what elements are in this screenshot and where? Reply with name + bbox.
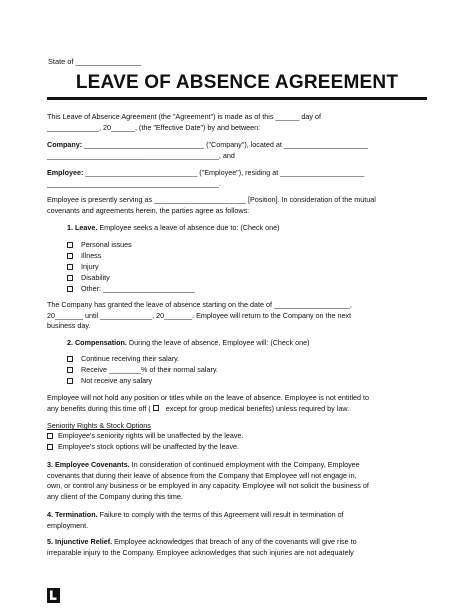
compensation-option-2[interactable] [67,365,218,376]
benefits-line-1: Employee will not hold any position or titles while on the leave of absence. Employee is not entitled to [47,393,370,402]
benefits-post-text: except for group medical benefits) unless required by law. [163,403,350,413]
relief-paragraph [47,537,427,558]
company-line-1[interactable]: ______________________________ ("Company"), located at _____________________ [82,140,368,149]
seniority-option-1[interactable] [47,431,243,442]
termination-heading: 4. Termination. [47,510,98,519]
leave-option-1[interactable] [67,240,132,251]
checkbox-icon[interactable] [153,405,159,411]
covenants-line-1: In consideration of continued employment with the Company, Employee [129,460,360,469]
leave-option-label: Illness [81,251,102,260]
compensation-heading: 2. Compensation. [67,338,127,347]
position-line-1[interactable]: Employee is presently serving as _______________________ [Position]. In consideration of the mutual [47,195,376,204]
employee-line-2[interactable]: ___________________________________________. [47,178,221,188]
benefits-pre-text: any benefits during this time off ( [47,403,151,413]
leave-option-2[interactable] [67,251,101,262]
benefits-line-2 [47,404,427,415]
compensation-option-1[interactable] [67,354,179,365]
checkbox-icon[interactable] [67,367,73,373]
termination-line-1: Failure to comply with the terms of this Agreement will result in termination of [97,510,344,519]
covenants-line-3: own, or control any business or be employed in any capacity. Employee will not solicit the business of [47,481,369,491]
covenants-paragraph [47,460,427,502]
position-line-2: covenants and agreements herein, the parties agree as follows: [47,205,250,215]
checkbox-icon[interactable] [67,275,73,281]
termination-paragraph [47,510,427,531]
checkbox-icon[interactable] [67,264,73,270]
relief-heading: 5. Injunctive Relief. [47,537,113,546]
employee-label: Employee: [47,168,84,177]
brand-logo-icon [47,588,60,603]
leave-option-3[interactable] [67,262,99,273]
benefits-paragraph [47,393,427,414]
covenants-line-2: covenants that during their leave of absence from the Company that Employee will not engage in, [47,470,357,480]
leave-option-4[interactable] [67,273,110,284]
compensation-option-3[interactable] [67,376,152,387]
company-line-2[interactable]: ___________________________________________, and [47,150,235,160]
leave-granted-line-2[interactable]: 20_______ until _____________, 20_______. Employee will return to the Company on the next [47,310,352,320]
leave-option-label: Personal issues [81,240,132,249]
leave-granted-line-3: business day. [47,321,91,331]
leave-text: Employee seeks a leave of absence due to: (Check one) [97,223,280,232]
leave-option-5[interactable] [67,284,195,295]
checkbox-icon[interactable] [67,253,73,259]
checkbox-icon[interactable] [67,286,73,292]
compensation-option-label: Not receive any salary [81,376,153,385]
relief-line-1: Employee acknowledges that breach of any of the covenants will give rise to [112,537,357,546]
covenants-line-4: any client of the Company during this time. [47,491,183,501]
company-paragraph [47,140,427,161]
leave-heading: 1. Leave. [67,223,98,232]
document-title: LEAVE OF ABSENCE AGREEMENT [75,72,399,93]
checkbox-icon[interactable] [47,433,53,439]
leave-option-label: Other: _______________________ [81,284,195,293]
seniority-option-label: Employee's seniority rights will be unaffected by the leave. [58,431,244,440]
termination-line-2: employment. [47,520,89,530]
intro-paragraph [47,112,427,133]
leave-option-label: Injury [81,262,99,271]
leave-granted-paragraph [47,300,427,332]
position-paragraph [47,195,427,216]
seniority-option-2[interactable] [47,442,239,453]
state-line[interactable]: State of ________________ [48,57,142,66]
leave-option-label: Disability [81,273,110,282]
checkbox-icon[interactable] [67,378,73,384]
compensation-text: During the leave of absence, Employee will: (Check one) [126,338,310,347]
checkbox-icon[interactable] [67,356,73,362]
checkbox-icon[interactable] [67,242,73,248]
employee-line-1[interactable]: ____________________________ ("Employee"), residing at _____________________ [83,168,365,177]
leave-granted-line-1[interactable]: The Company has granted the leave of absence starting on the date of ___________________, [47,300,352,309]
covenants-heading: 3. Employee Covenants. [47,460,130,469]
compensation-option-label: Receive ________% of their normal salary. [81,365,218,374]
intro-line-2: _____________, 20______, (the "Effective Date") by and between: [47,122,261,132]
leave-heading-line [67,223,427,234]
company-label: Company: [47,140,83,149]
compensation-option-label: Continue receiving their salary. [81,354,180,363]
intro-line-1: This Leave of Absence Agreement (the "Agreement") is made as of this ______ day of [47,112,321,121]
relief-line-2: irreparable injury to the Company. Employee acknowledges that such injuries are not adequately [47,547,354,557]
employee-paragraph [47,168,427,189]
checkbox-icon[interactable] [47,444,53,450]
title-divider [47,97,427,100]
compensation-heading-line [67,338,427,349]
seniority-heading: Seniority Rights & Stock Options [47,421,151,430]
seniority-option-label: Employee's stock options will be unaffected by the leave. [58,442,240,451]
